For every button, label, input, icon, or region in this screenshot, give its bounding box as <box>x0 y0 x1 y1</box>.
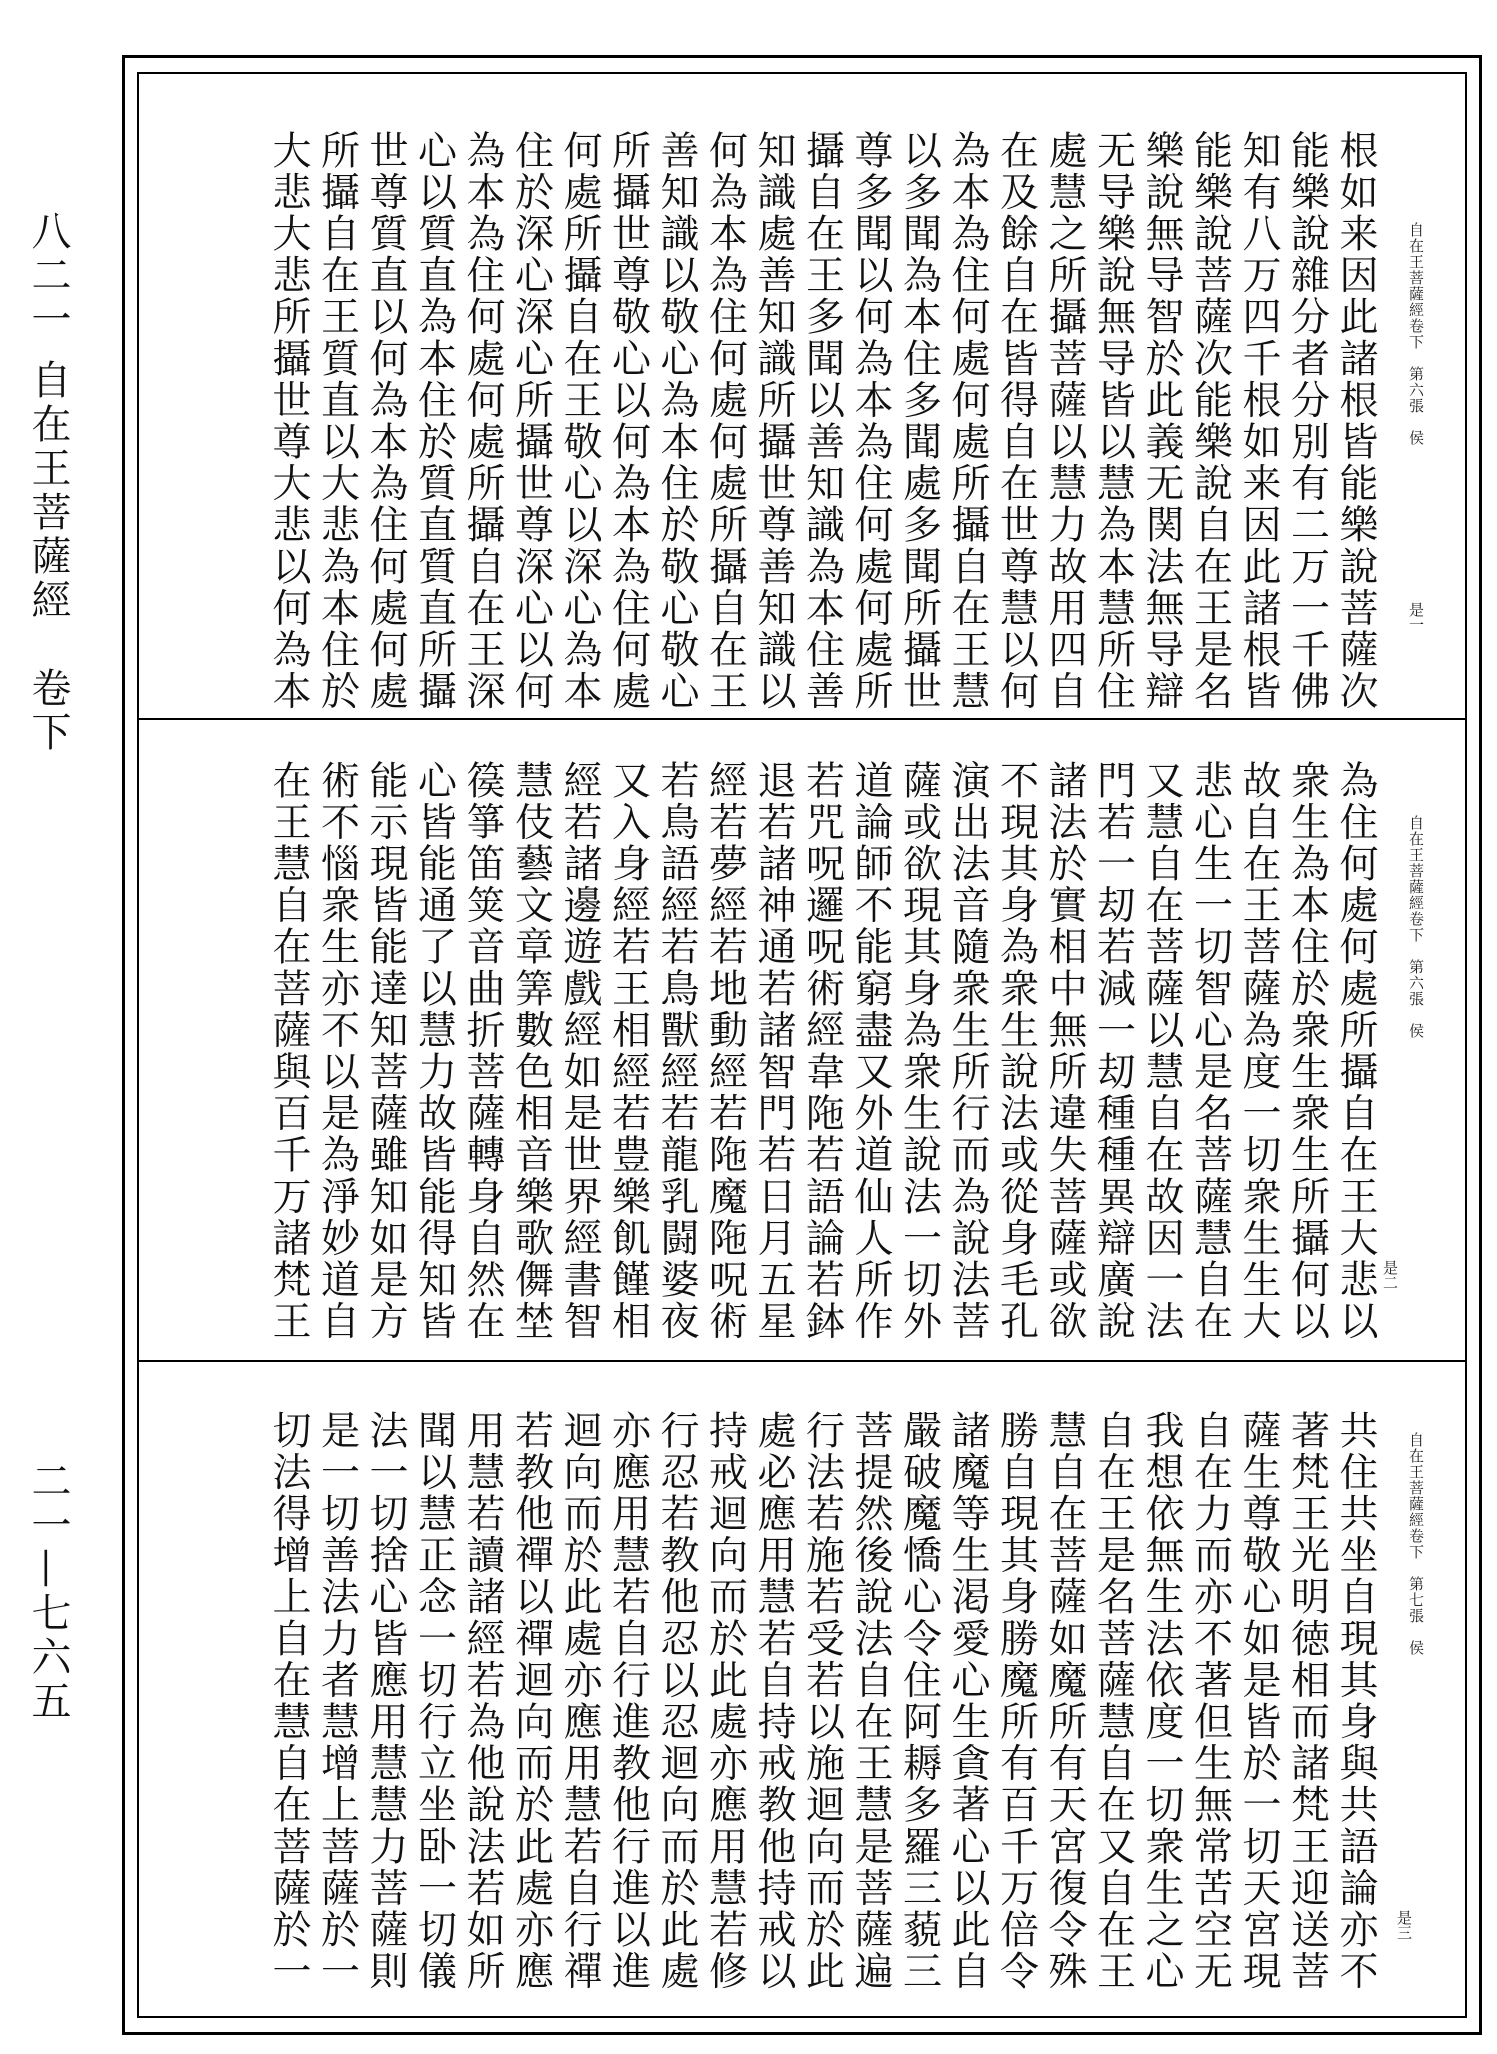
running-head: 自在王菩薩經卷下 第七張 侯 <box>1407 1432 1425 1656</box>
text-column: 悲心生一切智心是名菩薩慧自在 <box>1187 760 1233 1343</box>
text-column: 勝自現其身勝魔所有百千万倍令 <box>993 1410 1039 1993</box>
text-column: 故自在王菩薩為度一切衆生生大 <box>1236 760 1281 1343</box>
leaf-mark: 是三 <box>1395 1910 1413 1940</box>
text-column: 薩或欲現其身為衆生說法一切外 <box>896 760 942 1343</box>
text-column: 根如来因此諸根皆能樂說菩薩次 <box>1333 130 1378 713</box>
panel-1 <box>137 72 1467 718</box>
text-column: 行法若施若受若以施迴向而於此 <box>799 1410 845 1993</box>
running-head: 自在王菩薩經卷下 第六張 侯 <box>1407 222 1425 446</box>
text-column: 迴向而於此處亦應用慧若自行禪 <box>557 1410 602 1993</box>
text-column: 在及餘自在皆得自在世尊慧以何 <box>993 130 1039 713</box>
text-column: 樂說無导智於此義无関法無导辯 <box>1139 130 1184 713</box>
text-column: 術不惱衆生亦不以是為淨妙道自 <box>314 760 360 1343</box>
text-column: 不現其身為衆生說法或從身毛孔 <box>993 760 1039 1343</box>
text-column: 薩生尊敬心如是皆於一切天宮現 <box>1236 1410 1281 1993</box>
text-column: 尊多聞以何為本為住何處何處所 <box>848 130 893 713</box>
text-column: 嚴破魔憍心令住阿耨多羅三藐三 <box>896 1410 942 1993</box>
text-column: 經若諸邊遊戲經如是世界經書智 <box>557 760 602 1343</box>
text-column: 為本為住何處何處所攝自在王慧 <box>945 130 990 713</box>
text-column: 在王慧自在菩薩與百千万諸梵王 <box>266 760 311 1343</box>
panel-3 <box>137 1360 1467 2018</box>
text-column: 能樂說菩薩次能樂說自在王是名 <box>1187 130 1233 713</box>
text-column: 以多聞為本住多聞處多聞所攝世 <box>896 130 942 713</box>
text-column: 是一切善法力者慧增上菩薩於一 <box>314 1410 360 1993</box>
text-column: 能示現皆能達知菩薩雖知如是方 <box>363 760 408 1343</box>
text-column: 退若諸神通若諸智門若日月五星 <box>751 760 796 1343</box>
text-column: 能樂說雜分者分別有二万一千佛 <box>1284 130 1330 713</box>
text-column: 又慧自在菩薩以慧自在故因一法 <box>1139 760 1184 1343</box>
leaf-mark: 是二 <box>1381 1260 1399 1290</box>
text-column: 自在王是名菩薩慧自在又自在王 <box>1090 1410 1136 1993</box>
text-column: 慧自在菩薩如魔所有天宮復令殊 <box>1042 1410 1087 1993</box>
text-column: 聞以慧正念一切行立坐卧一切儀 <box>411 1410 457 1993</box>
text-column: 為本為住何處何處所攝自在王深 <box>460 130 505 713</box>
text-column: 諸法於實相中無所違失菩薩或欲 <box>1042 760 1087 1343</box>
text-column: 知有八万四千根如来因此諸根皆 <box>1236 130 1281 713</box>
text-column: 門若一刧若減一刧種種異辯廣說 <box>1090 760 1136 1343</box>
panel-text <box>264 1410 1380 1993</box>
text-column: 所攝世尊敬心以何為本為住何處 <box>605 130 651 713</box>
text-column: 處必應用慧若自持戒教他持戒以 <box>751 1410 796 1993</box>
text-column: 著梵王光明徳相而諸梵王迎送菩 <box>1284 1410 1330 1993</box>
text-column: 共住共坐自現其身與共語論亦不 <box>1333 1410 1378 1993</box>
text-column: 心以質直為本住於質直質直所攝 <box>411 130 457 713</box>
text-column: 為住何處何處所攝自在王大悲以 <box>1333 760 1378 1343</box>
text-column: 心皆能通了以慧力故皆能得知皆 <box>411 760 457 1343</box>
text-column: 處慧之所攝菩薩以慧力故用四自 <box>1042 130 1087 713</box>
text-column: 所攝自在王質直以大悲為本住於 <box>314 130 360 713</box>
panel-text <box>264 130 1380 713</box>
text-column: 法一切捨心皆應用慧慧力菩薩則 <box>363 1410 408 1993</box>
leaf-mark: 是一 <box>1407 602 1425 632</box>
text-column: 切法得增上自在慧自在菩薩於一 <box>266 1410 311 1993</box>
text-column: 无导樂說無导皆以慧為本慧所住 <box>1090 130 1136 713</box>
text-column: 用慧若讀諸經若為他說法若如所 <box>460 1410 505 1993</box>
text-column: 自在力而亦不著但生無常苦空无 <box>1187 1410 1233 1993</box>
panel-2 <box>137 718 1467 1360</box>
text-column: 知識處善知識所攝世尊善知識以 <box>751 130 796 713</box>
text-column: 若鳥語經若鳥獸經若龍乳闘婆夜 <box>654 760 699 1343</box>
text-column: 菩提然後說法自在王慧是菩薩遍 <box>848 1410 893 1993</box>
text-column: 篌箏笛䇲音曲折菩薩轉身自然在 <box>460 760 505 1343</box>
text-column: 道論師不能窮盡又外道仙人所作 <box>848 760 893 1343</box>
text-column: 演出法音隨衆生所行而為說法菩 <box>945 760 990 1343</box>
text-column: 經若夢經若地動經若陁魔陁呪術 <box>702 760 748 1343</box>
text-column: 善知識以敬心為本住於敬心敬心 <box>654 130 699 713</box>
text-column: 住於深心深心所攝世尊深心以何 <box>508 130 554 713</box>
text-column: 若咒呪邏呪術經韋陁若語論若鉢 <box>799 760 845 1343</box>
text-column: 攝自在王多聞以善知識為本住善 <box>799 130 845 713</box>
text-column: 衆生為本住於衆生衆生所攝何以 <box>1284 760 1330 1343</box>
text-column: 世尊質直以何為本為住何處何處 <box>363 130 408 713</box>
text-column: 我想依無生法依度一切衆生之心 <box>1139 1410 1184 1993</box>
text-column: 何為本為住何處何處所攝自在王 <box>702 130 748 713</box>
page-number: 二一—七六五 <box>25 1460 71 1724</box>
text-column: 持戒迴向而於此處亦應用慧若修 <box>702 1410 748 1993</box>
panel-text <box>264 760 1380 1343</box>
text-column: 諸魔等生渇愛心生貪著心以此自 <box>945 1410 990 1993</box>
running-head: 自在王菩薩經卷下 第六張 侯 <box>1407 815 1425 1039</box>
text-column: 又入身經若王相經若豊樂飢饉相 <box>605 760 651 1343</box>
text-column: 慧伎藝文章筭數色相音樂歌儛埜 <box>508 760 554 1343</box>
text-column: 亦應用慧若自行進教他行進以進 <box>605 1410 651 1993</box>
text-column: 行忍若教他忍以忍迴向而於此處 <box>654 1410 699 1993</box>
margin-title: 八二一 自在王菩薩經 卷下 <box>25 210 71 755</box>
text-column: 若教他禪以禪迴向而於此處亦應 <box>508 1410 554 1993</box>
text-column: 何處所攝自在王敬心以深心為本 <box>557 130 602 713</box>
text-column: 大悲大悲所攝世尊大悲以何為本 <box>266 130 311 713</box>
